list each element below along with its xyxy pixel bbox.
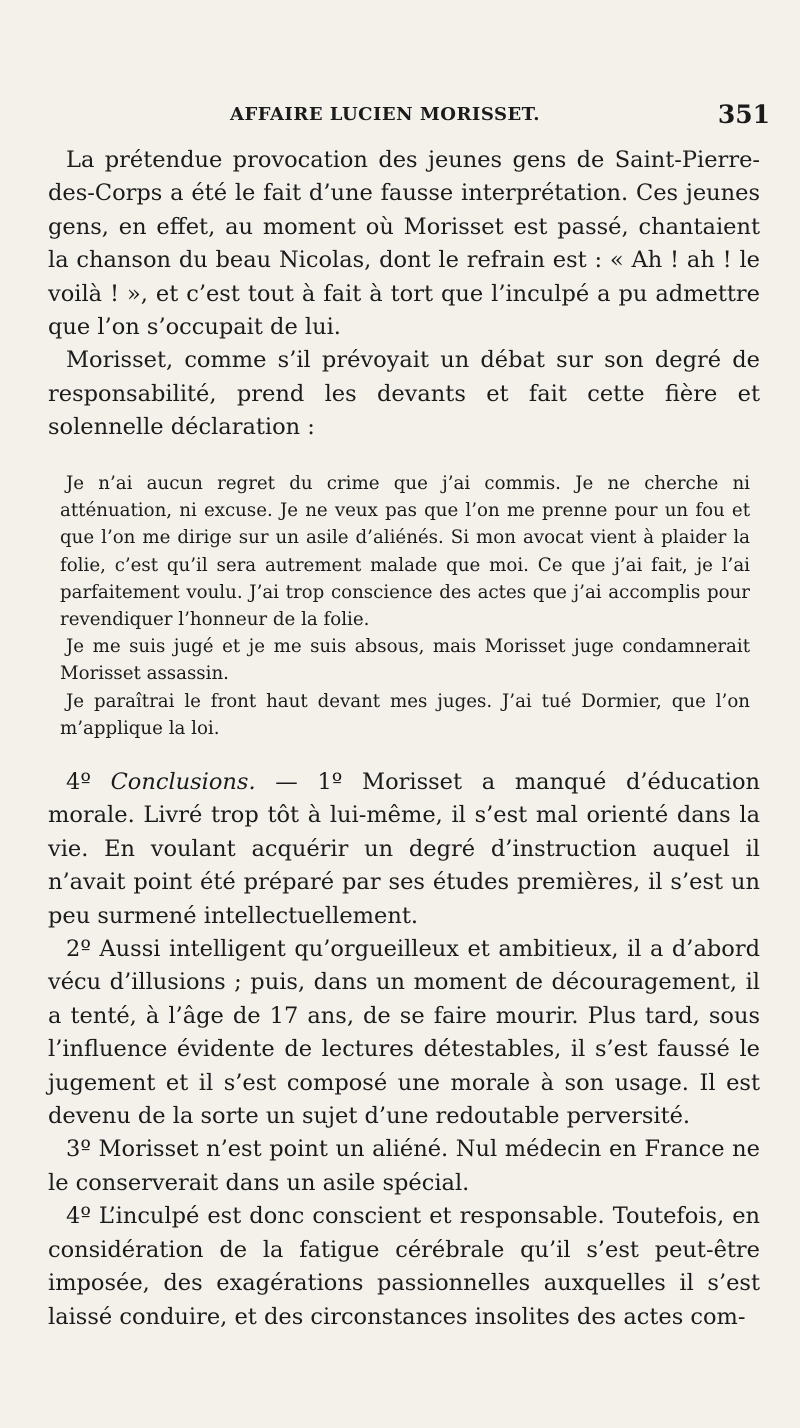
conclusions-heading: Conclusions. [110, 769, 256, 795]
conclusions-section [48, 766, 760, 1334]
conclusions-first-paragraph [48, 766, 760, 933]
quote-paragraph: Je n’ai aucun regret du crime que j’ai commis. Je ne cherche ni atténuation, ni excuse. Je ne veux pas que l’on me prenne pour un fou et que l’on me dirige sur un asile d’aliénés. Si mon avocat vient à plaider la folie, c’est qu’il sera autrement malade que moi. Ce que j’ai fait, je l’ai parfaitement voulu. J’ai trop conscience des actes que j’ai accomplis pour revendiquer l’honneur de la folie. [60, 473, 750, 631]
conclusions-number: 4º [66, 769, 91, 795]
paragraph: 2º Aussi intelligent qu’orgueilleux et ambitieux, il a d’abord vécu d’illusions ; puis, dans un moment de découragement, il a tenté, à l’âge de 17 ans, de se faire mourir. Plus tard, sous l’influence évidente de lectures détestables, il s’est faussé le jugement et il s’est composé une morale à son usage. Il est devenu de la sorte un sujet d’une redoutable perversité. [48, 936, 760, 1130]
paragraph: Morisset, comme s’il prévoyait un débat sur son degré de responsabilité, prend les devants et fait cette fière et solennelle déclaration : [48, 347, 760, 441]
paragraph: La prétendue provocation des jeunes gens de Saint-Pierre-des-Corps a été le fait d’une fausse interprétation. Ces jeunes gens, en effet, au moment où Morisset est passé, chantaient la chanson du beau Nicolas, dont le refrain est : « Ah ! ah ! le voilà ! », et c’est tout à fait à tort que l’inculpé a pu admettre que l’on s’occupait de lui. [48, 147, 760, 341]
quote-paragraph: Je me suis jugé et je me suis absous, mais Morisset juge condamnerait Morisset assassin. [60, 636, 750, 685]
running-head [60, 100, 770, 132]
body-text-top [48, 144, 760, 445]
conclusions-text: — 1º Morisset a manqué d’éducation morale. Livré trop tôt à lui-même, il s’est mal orienté dans la vie. En voulant acquérir un degré d’instruction auquel il n’avait point été préparé par ses études premières, il s’est un peu surmené intellectuellement. [48, 769, 760, 929]
running-title: AFFAIRE LUCIEN MORISSET. [230, 104, 541, 125]
paragraph: 3º Morisset n’est point un aliéné. Nul médecin en France ne le conserverait dans un asile spécial. [48, 1136, 760, 1196]
quote-paragraph: Je paraîtrai le front haut devant mes juges. J’ai tué Dormier, que l’on m’applique la loi. [60, 690, 750, 739]
quoted-declaration [60, 470, 750, 742]
paragraph: 4º L’inculpé est donc conscient et responsable. Toutefois, en considération de la fatigue cérébrale qu’il s’est peut-être imposée, des exagérations passionnelles auxquelles il s’est laissé conduire, et des circonstances insolites des actes com- [48, 1203, 760, 1330]
page-number: 351 [717, 100, 770, 129]
